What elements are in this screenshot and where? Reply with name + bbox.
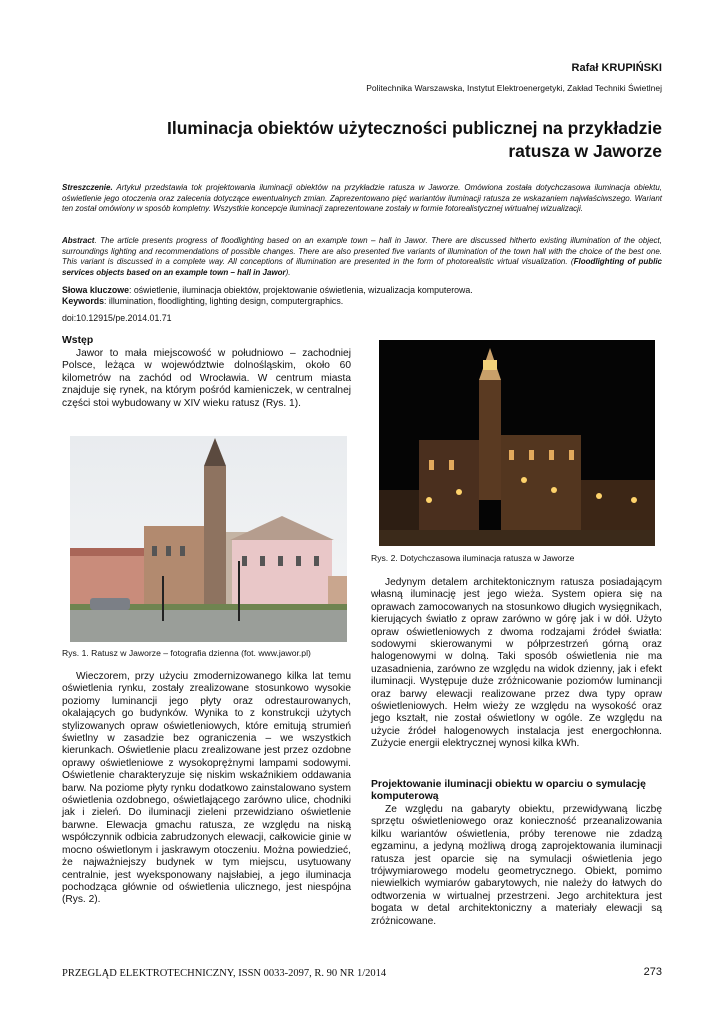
streszczenie — [62, 183, 662, 215]
streszczenie-text: Artykuł przedstawia tok projektowania iluminacji obiektów na przykładzie ratusza w Jaworze. Omówiona została dotychczasowa iluminacja obiektu, oświetlenie jego otoczenia oraz zalecenia dotyczące ewentualnych zmian. Zaprezentowano pięć wariantów iluminacji ratusza ze wskazaniem najwłaściwszego. Wariant ten został omówiony w sposób kompletny. Wszystkie koncepcje iluminacji zaprezentowane zostały w formie fotorealistycznej wirtualnej wizualizacji. — [62, 183, 662, 214]
page-number: 273 — [643, 966, 662, 978]
doi: doi:10.12915/pe.2014.01.71 — [62, 313, 172, 323]
abstract-english-title: Floodlighting of public services objects based on an example town – hall in Jawor — [62, 257, 663, 277]
design-text: Ze względu na gabaryty obiektu, przewidywaną liczbę sprzętu oświetleniowego oraz konieczność przeanalizowania kilku wariantów oświetlenia, próby terenowe nie zdadzą egzaminu, a jedyną możliwą drogą zaprojektowania iluminacji ratusza jest oparcie się na symulacji oświetlenia jego trójwymiarowego modelu geometrycznego. Obiekt, pomimo niewielkich wymiarów gabarytowych, nie należy do łatwych do odtworzenia w wirtualnej przestrzeni. Jego architektura jest bogata w detal architektoniczny a materiały elewacji są zróżnicowane. — [371, 804, 662, 927]
design-paragraph — [371, 804, 662, 928]
paper-title — [102, 117, 662, 163]
keywords-en-label: Keywords — [62, 296, 105, 306]
tower-paragraph — [371, 577, 662, 751]
title-line-2: ratusza w Jaworze — [508, 141, 662, 161]
abstract-text: . The article presents progress of floodlighting based on an example town – hall in Jawor. There are discussed hitherto existing illumination of the object, surroundings lighting and recommendations of possible changes. There are also presented five variants of illumination of the town hall with the choice of the best one. This variant is discussed in a complete way. All conceptions of illumination are presented in the form of photorealistic virtual visualization. ( — [62, 236, 662, 267]
author-name: Rafał KRUPIŃSKI — [571, 62, 662, 74]
figure-2-night-photo — [379, 340, 655, 546]
abstract — [62, 236, 662, 278]
intro-text: Jawor to mała miejscowość w południowo – zachodniej Polsce, leżąca w województwie dolnośląskim, około 60 kilometrów na zachód od Wrocławia. W centrum miasta znajduje się rynek, na którym pośród kamieniczek, w centralnej części stoi wybudowany w XIV wieku ratusz (Rys. 1). — [62, 348, 351, 409]
keywords-en — [62, 296, 662, 307]
lighting-text: Wieczorem, przy użyciu zmodernizowanego kilka lat temu oświetlenia rynku, zostały zrealizowane stosunkowo wysokie poziomy luminancji jego płyty oraz odrestaurowanych, okalających go budynków. Wynika to z konstrukcji użytych stylizowanych opraw oświetleniowych, które emitują strumień świetlny w zasadzie bez ograniczenia – we wszystkich kierunkach. Oświetlenie placu zrealizowane jest przez ozdobne oprawy oświetleniowe z wysokoprężnymi lampami sodowymi. Oświetlenie charakteryzuje się niskim wskaźnikiem oddawania barw. Na poziome płyty rynku dodatkowo zainstalowano system oświetlenia ozdobnego, oświetlającego zarówno ulice, chodniki jak i zieleń. Do iluminacji zieleni przewidziano oświetlenie barwne. Elewacja gmachu ratusza, ze względu na niską współczynnik odbicia zabrudzonych elewacji, całkowicie ginie w mocno oświetlonym i jaskrawym otoczeniu. Można powiedzieć, że najważniejszy budynek w tym miejscu, usytuowany centralnie, jest wyeksponowany najsłabiej, a jego iluminacja pochodząca głównie od oświetlenia ulicznego, jest niespójna (Rys. 2). — [62, 671, 351, 906]
section-heading-design: Projektowanie iluminacji obiektu w oparciu o symulację komputerową — [371, 779, 646, 803]
abstract-end: ). — [285, 267, 291, 277]
section-heading-intro: Wstęp — [62, 335, 94, 346]
abstract-label: Abstract — [62, 236, 95, 245]
figure-1-caption: Rys. 1. Ratusz w Jaworze – fotografia dzienna (fot. www.jawor.pl) — [62, 648, 311, 658]
journal-footer: PRZEGLĄD ELEKTROTECHNICZNY, ISSN 0033-2097, R. 90 NR 1/2014 — [62, 968, 387, 979]
keywords-pl-text: : oświetlenie, iluminacja obiektów, projektowanie oświetlenia, wizualizacja komputerowa. — [128, 285, 473, 295]
author-affiliation: Politechnika Warszawska, Instytut Elektroenergetyki, Zakład Techniki Świetlnej — [366, 83, 662, 93]
keywords-en-text: : illumination, floodlighting, lighting design, computergraphics. — [104, 296, 344, 306]
figure-1-day-photo — [70, 436, 347, 642]
streszczenie-label: Streszczenie. — [62, 183, 113, 192]
tower-text: Jedynym detalem architektonicznym ratusza posiadającym własną iluminację jest jego wieża. System opiera się na oprawach zamocowanych na stosunkowo długich wysięgnikach, kierujących światło z opraw zarówno w górę jak i w dół. Użyto opraw oświetleniowych z dwoma rodzajami źródeł światła: sodowymi skierowanymi w półprzestrzeń górną oraz halogenowymi w dolną. Taki sposób oświetlenia nie ma uzasadnienia, zarówno ze względu na widok dzienny, jak i efekt iluminacji. Występuje duże zróżnicowanie poziomów luminancji oraz barwy elewacji realizowane przez dwa typy opraw oświetleniowych. Hełm wieży ze względu na wysokość oraz jego kształt, nie został oświetlony w ogóle. Ze względu na użycie źródeł halogenowych instalacja jest energochłonna. Zużycie energii elektrycznej wynosi kilka kWh. — [371, 577, 662, 750]
keywords-pl-label: Słowa kluczowe — [62, 285, 129, 295]
title-line-1: Iluminacja obiektów użyteczności publicznej na przykładzie — [167, 118, 662, 138]
intro-paragraph — [62, 348, 351, 410]
lighting-paragraph — [62, 671, 351, 907]
figure-2-caption: Rys. 2. Dotychczasowa iluminacja ratusza w Jaworze — [371, 553, 575, 563]
keywords-pl — [62, 285, 662, 296]
